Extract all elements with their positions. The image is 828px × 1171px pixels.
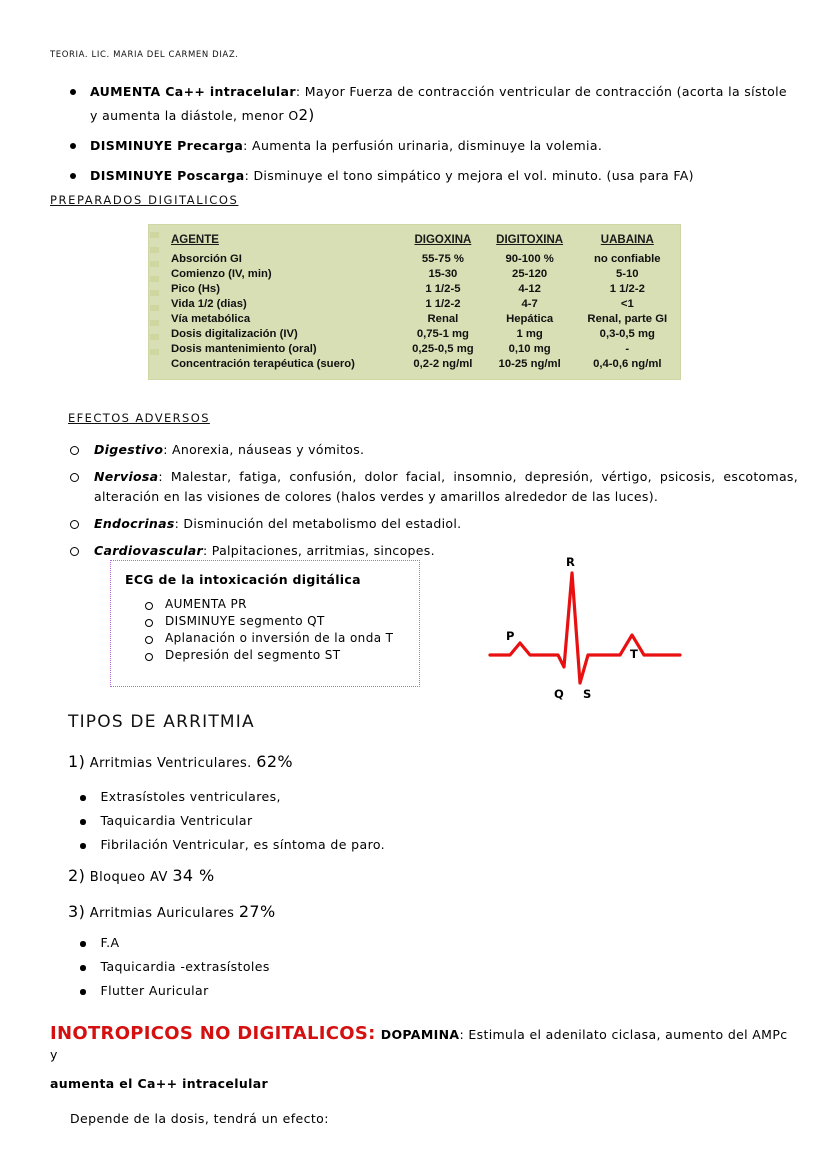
circle-bullet-icon xyxy=(70,446,79,455)
list-item xyxy=(80,935,680,950)
section-title-preparados: PREPARADOS DIGITALICOS xyxy=(50,193,239,207)
item-number: 3) xyxy=(68,902,86,921)
arritmia-item-2 xyxy=(68,866,215,885)
ecg-label-r: R xyxy=(566,555,575,569)
list-item-label: Taquicardia -extrasístoles xyxy=(100,959,270,974)
table-cell: 5-10 xyxy=(615,267,639,280)
list-item-rest: : Aumenta la perfusión urinaria, disminuye la volemia. xyxy=(243,138,603,154)
table-header-row xyxy=(149,231,680,251)
list-item-text xyxy=(94,514,798,534)
table-cell: 55-75 % xyxy=(421,252,464,265)
term-text: : Palpitaciones, arritmias, sincopes. xyxy=(203,543,435,558)
list-item xyxy=(70,514,798,534)
list-item-text xyxy=(90,136,790,157)
list-item-bold: DISMINUYE Poscarga xyxy=(90,168,245,183)
table-cell: Concentración terapéutica (suero) xyxy=(171,357,355,370)
bullet-icon xyxy=(70,89,76,95)
circle-bullet-icon xyxy=(70,520,79,529)
circle-bullet-icon xyxy=(145,636,153,644)
table-cell: 0,75-1 mg xyxy=(416,327,469,340)
table-cell: 4-12 xyxy=(518,282,541,295)
circle-bullet-icon xyxy=(145,602,153,610)
bullet-icon xyxy=(80,989,86,995)
digitalicos-table xyxy=(149,231,680,371)
list-item-label: AUMENTA PR xyxy=(165,597,247,611)
list-item-label: Depresión del segmento ST xyxy=(165,648,341,662)
bullet-icon xyxy=(80,843,86,849)
list-item-rest: : Disminuye el tono simpático y mejora el vol. minuto. (usa para FA) xyxy=(244,168,694,183)
inotropicos-line1 xyxy=(50,1023,790,1063)
inotropicos-line2: aumenta el Ca++ intracelular xyxy=(50,1076,269,1091)
list-item-label: Aplanación o inversión de la onda T xyxy=(165,631,394,645)
table-row xyxy=(149,251,680,266)
list-item xyxy=(70,166,790,187)
term-text: : Disminución del metabolismo del estadiol. xyxy=(174,516,462,531)
table-cell: Absorción GI xyxy=(171,252,242,265)
arritmias-ventriculares-list xyxy=(80,789,680,861)
list-item xyxy=(80,789,680,804)
table-cell: Pico (Hs) xyxy=(171,282,220,295)
digitalicos-table-wrapper xyxy=(148,224,681,380)
section-title-efectos: EFECTOS ADVERSOS xyxy=(68,411,210,425)
list-item-text xyxy=(94,440,798,460)
table-row xyxy=(149,311,680,326)
inotropicos-line3: Depende de la dosis, tendrá un efecto: xyxy=(70,1111,329,1126)
ecg-label-t: T xyxy=(630,647,638,661)
ecg-label-q: Q xyxy=(554,687,564,701)
list-item xyxy=(125,648,405,662)
bullet-icon xyxy=(80,965,86,971)
list-item-label: Taquicardia Ventricular xyxy=(100,813,253,828)
list-item-tail: 2) xyxy=(298,105,315,124)
arritmia-item-3 xyxy=(68,902,276,921)
top-bullet-list xyxy=(70,82,790,196)
list-item-text xyxy=(94,467,798,507)
table-cell: Dosis digitalización (IV) xyxy=(171,327,298,340)
list-item xyxy=(125,597,405,611)
item-text: Arritmias Ventriculares. xyxy=(89,756,252,771)
arritmia-item-1 xyxy=(68,752,293,771)
term-label: Digestivo xyxy=(94,442,164,457)
inotropicos-section xyxy=(50,1023,790,1126)
list-item xyxy=(80,813,680,828)
bullet-icon xyxy=(70,143,76,149)
list-item-label: DISMINUYE segmento QT xyxy=(165,614,325,628)
page-header: TEORIA. LIC. MARIA DEL CARMEN DIAZ. xyxy=(50,50,239,60)
circle-bullet-icon xyxy=(70,473,79,482)
table-header-cell: AGENTE xyxy=(171,234,219,246)
table-cell: 1 1/2-2 xyxy=(609,282,645,295)
ecg-label-s: S xyxy=(583,687,592,701)
list-item-label: Flutter Auricular xyxy=(100,983,209,998)
ecg-intoxication-box xyxy=(110,560,420,687)
table-cell: Comienzo (IV, min) xyxy=(171,267,272,280)
item-text: Bloqueo AV xyxy=(89,870,168,885)
ecg-waveform-diagram xyxy=(480,555,700,715)
table-row xyxy=(149,341,680,356)
list-item xyxy=(70,440,798,460)
list-item-label: Fibrilación Ventricular, es síntoma de paro. xyxy=(100,837,386,852)
table-cell: Renal, parte GI xyxy=(587,312,668,325)
table-cell: 15-30 xyxy=(428,267,458,280)
table-cell: 4-7 xyxy=(521,297,538,310)
list-item xyxy=(70,467,798,507)
list-item-label: Extrasístoles ventriculares, xyxy=(100,789,281,804)
table-cell: 0,2-2 ng/ml xyxy=(413,357,473,370)
circle-bullet-icon xyxy=(145,619,153,627)
list-item xyxy=(80,837,680,852)
table-row-markers xyxy=(150,232,164,363)
arritmias-title: TIPOS DE ARRITMIA xyxy=(68,712,255,732)
inotropicos-title: INOTROPICOS NO DIGITALICOS: xyxy=(50,1023,376,1044)
table-cell: no confiable xyxy=(594,252,661,265)
table-cell: <1 xyxy=(620,297,634,310)
efectos-adversos-list xyxy=(70,440,798,568)
item-percent: 34 % xyxy=(172,866,215,885)
list-item xyxy=(70,136,790,157)
table-cell: 0,3-0,5 mg xyxy=(599,327,655,340)
list-item xyxy=(125,614,405,628)
list-item xyxy=(70,82,790,127)
table-cell: 0,4-0,6 ng/ml xyxy=(593,357,662,370)
table-header-cell: DIGITOXINA xyxy=(496,234,564,246)
arritmias-auriculares-list xyxy=(80,935,680,1007)
table-row xyxy=(149,281,680,296)
table-cell: Vía metabólica xyxy=(171,312,251,325)
table-cell: 1 1/2-5 xyxy=(425,282,461,295)
table-cell: 1 1/2-2 xyxy=(425,297,461,310)
term-text: : Anorexia, náuseas y vómitos. xyxy=(163,442,365,457)
ecg-box-title: ECG de la intoxicación digitálica xyxy=(125,572,361,587)
list-item xyxy=(80,983,680,998)
table-cell: - xyxy=(625,342,630,355)
table-header-cell: DIGOXINA xyxy=(414,234,472,246)
bullet-icon xyxy=(80,941,86,947)
list-item-bold: AUMENTA Ca++ intracelular xyxy=(90,84,296,99)
table-cell: 90-100 % xyxy=(505,252,554,265)
table-cell: Dosis mantenimiento (oral) xyxy=(171,342,317,355)
item-text: Arritmias Auriculares xyxy=(89,906,235,921)
bullet-icon xyxy=(80,795,86,801)
list-item-text xyxy=(90,82,790,127)
table-row xyxy=(149,326,680,341)
table-cell: 0,25-0,5 mg xyxy=(412,342,474,355)
list-item-bold: DISMINUYE Precarga xyxy=(90,138,244,154)
list-item xyxy=(80,959,680,974)
table-row xyxy=(149,266,680,281)
circle-bullet-icon xyxy=(145,653,153,661)
list-item-label: F.A xyxy=(100,935,120,950)
table-row xyxy=(149,296,680,311)
table-cell: 1 mg xyxy=(516,327,543,340)
bullet-icon xyxy=(80,819,86,825)
table-row xyxy=(149,356,680,371)
inotropicos-drug: DOPAMINA: Estimula el adenilato ciclasa, aumento del AMPc y xyxy=(50,1027,788,1062)
table-cell: 0,10 mg xyxy=(508,342,551,355)
item-number: 1) xyxy=(68,752,86,771)
item-percent: 62% xyxy=(256,752,294,771)
item-number: 2) xyxy=(68,866,86,885)
table-cell: Renal xyxy=(427,312,459,325)
table-cell: 25-120 xyxy=(512,267,548,280)
term-text: : Malestar, fatiga, confusión, dolor facial, insomnio, depresión, vértigo, psicosis, escotomas, alteración en las visiones de colores (halos verdes y amarillos alrededor de las luces). xyxy=(94,469,798,504)
list-item-rest: : Mayor Fuerza de contracción ventricular de contracción (acorta la sístole y aumenta la diástole, menor O xyxy=(90,84,787,123)
term-label: Cardiovascular xyxy=(94,543,204,558)
circle-bullet-icon xyxy=(70,547,79,556)
item-percent: 27% xyxy=(238,902,276,921)
table-cell: Vida 1/2 (dias) xyxy=(171,297,247,310)
bullet-icon xyxy=(70,173,76,179)
ecg-label-p: P xyxy=(506,629,515,643)
table-cell: Hepática xyxy=(506,312,554,325)
list-item-text xyxy=(90,166,790,187)
term-label: Endocrinas xyxy=(94,516,175,531)
table-cell: 10-25 ng/ml xyxy=(498,357,561,370)
table-header-cell: UABAINA xyxy=(600,234,654,246)
list-item xyxy=(125,631,405,645)
term-label: Nerviosa xyxy=(94,469,159,484)
